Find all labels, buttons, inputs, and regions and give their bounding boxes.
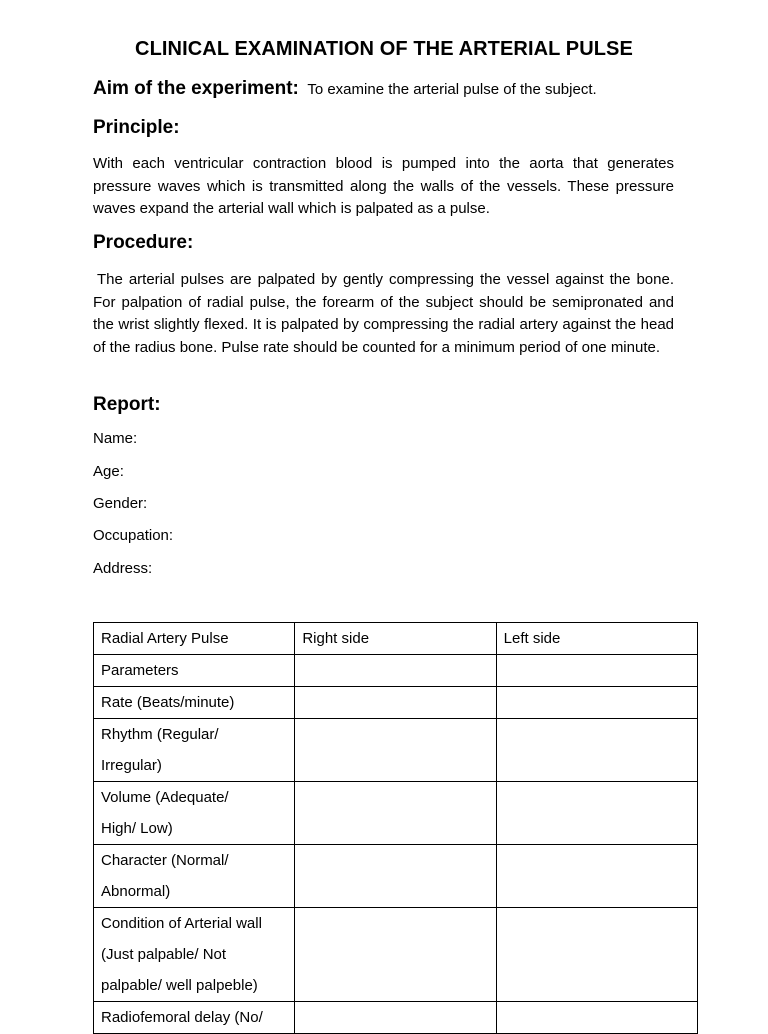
parameter-label-line: Character (Normal/ — [101, 852, 229, 869]
aim-line — [93, 78, 597, 100]
pulse-report-table — [93, 622, 698, 1034]
parameter-label-line: High/ Low) — [101, 820, 173, 837]
table-row — [94, 908, 698, 1002]
parameter-label-line: Rhythm (Regular/ — [101, 726, 219, 743]
parameter-label-line: Rate (Beats/minute) — [101, 694, 235, 711]
parameter-cell — [94, 1002, 295, 1034]
parameter-label-line: Volume (Adequate/ — [101, 789, 229, 806]
parameter-label-line: Parameters — [101, 662, 179, 679]
report-field-age: Age: — [93, 463, 124, 480]
report-field-gender: Gender: — [93, 495, 148, 512]
left-side-cell[interactable] — [496, 655, 697, 687]
right-side-cell[interactable] — [295, 782, 496, 845]
report-field-occupation: Occupation: — [93, 527, 174, 544]
header-right-side: Right side — [295, 623, 496, 655]
table-row — [94, 1002, 698, 1034]
parameter-label-line: Radiofemoral delay (No/ — [101, 1009, 263, 1026]
document-title: CLINICAL EXAMINATION OF THE ARTERIAL PULSE — [135, 38, 633, 60]
report-heading: Report: — [93, 394, 161, 415]
left-side-cell[interactable] — [496, 687, 697, 719]
right-side-cell[interactable] — [295, 845, 496, 908]
procedure-heading: Procedure: — [93, 232, 194, 253]
parameter-cell — [94, 719, 295, 782]
aim-text: To examine the arterial pulse of the subject. — [307, 81, 597, 98]
left-side-cell[interactable] — [496, 719, 697, 782]
table-header-row — [94, 623, 698, 655]
report-field-name: Name: — [93, 430, 138, 447]
parameter-cell — [94, 908, 295, 1002]
aim-label: Aim of the experiment: — [93, 78, 299, 99]
right-side-cell[interactable] — [295, 655, 496, 687]
table-body — [94, 655, 698, 1034]
table-row — [94, 655, 698, 687]
procedure-text: The arterial pulses are palpated by gently compressing the vessel against the bone. For palpation of radial pulse, the forearm of the subject should be semipronated and the wrist slightly flexed. It is palpated by compressing the radial artery against the head of the radius bone. Pulse rate should be counted for a minimum period of one minute. — [93, 271, 674, 356]
left-side-cell[interactable] — [496, 908, 697, 1002]
header-radial-artery-pulse: Radial Artery Pulse — [94, 623, 295, 655]
parameter-label-line: Condition of Arterial wall — [101, 915, 262, 932]
table-row — [94, 687, 698, 719]
table-row — [94, 845, 698, 908]
table-row — [94, 782, 698, 845]
parameter-label-line: Abnormal) — [101, 883, 171, 900]
right-side-cell[interactable] — [295, 908, 496, 1002]
left-side-cell[interactable] — [496, 1002, 697, 1034]
left-side-cell[interactable] — [496, 782, 697, 845]
right-side-cell[interactable] — [295, 1002, 496, 1034]
parameter-label-line: palpable/ well palpeble) — [101, 977, 258, 994]
right-side-cell[interactable] — [295, 687, 496, 719]
report-field-address: Address: — [93, 560, 153, 577]
parameter-cell — [94, 687, 295, 719]
right-side-cell[interactable] — [295, 719, 496, 782]
parameter-cell — [94, 655, 295, 687]
left-side-cell[interactable] — [496, 845, 697, 908]
header-left-side: Left side — [496, 623, 697, 655]
parameter-label-line: (Just palpable/ Not — [101, 946, 227, 963]
parameter-cell — [94, 782, 295, 845]
parameter-cell — [94, 845, 295, 908]
parameter-label-line: Irregular) — [101, 757, 162, 774]
principle-heading: Principle: — [93, 117, 180, 138]
principle-text: With each ventricular contraction blood is pumped into the aorta that generates pressure waves which is transmitted along the walls of the vessels. These pressure waves expand the arterial wall which is palpated as a pulse. — [93, 155, 674, 217]
table-row — [94, 719, 698, 782]
